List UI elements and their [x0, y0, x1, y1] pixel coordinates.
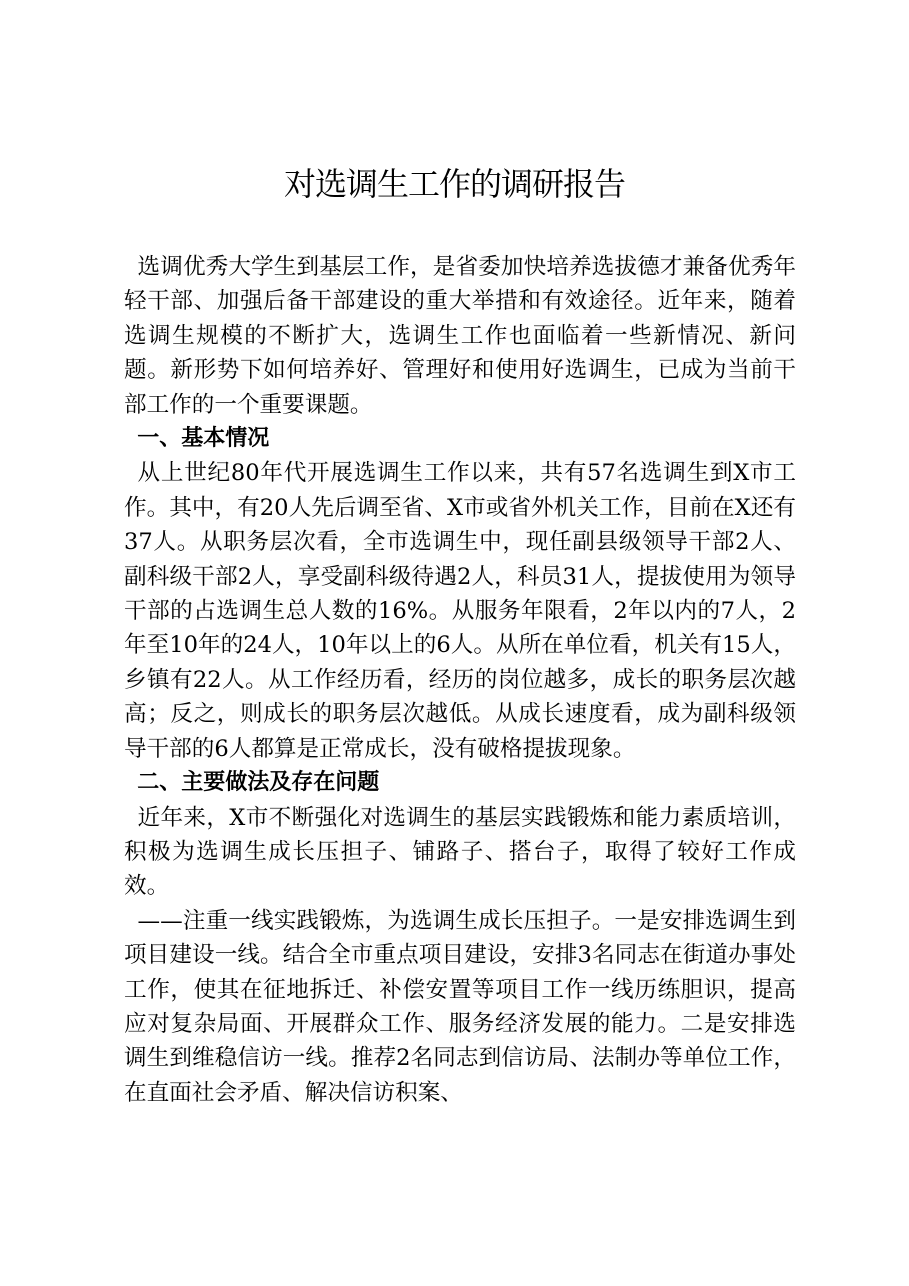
- frontline-practice-paragraph: ——注重一线实践锻炼，为选调生成长压担子。一是安排选调生到项目建设一线。结合全市重点项目建设，安排3名同志在街道办事处工作，使其在征地拆迁、补偿安置等项目工作一线历练胆识，提高应对复杂局面、开展群众工作、服务经济发展的能力。二是安排选调生到维稳信访一线。推荐2名同志到信访局、法制办等单位工作，在直面社会矛盾、解决信访积案、: [124, 907, 796, 1106]
- document-body: [124, 250, 796, 1110]
- intro-paragraph: 选调优秀大学生到基层工作，是省委加快培养选拔德才兼备优秀年轻干部、加强后备干部建设的重大举措和有效途径。近年来，随着选调生规模的不断扩大，选调生工作也面临着一些新情况、新问题。新形势下如何培养好、管理好和使用好选调生，已成为当前干部工作的一个重要课题。: [124, 254, 796, 418]
- practices-intro-paragraph: 近年来，X市不断强化对选调生的基层实践锻炼和能力素质培训，积极为选调生成长压担子、铺路子、搭台子，取得了较好工作成效。: [124, 804, 796, 900]
- section-heading-practices-problems: 二、主要做法及存在问题: [137, 770, 380, 796]
- section-heading-basic-situation: 一、基本情况: [137, 426, 270, 452]
- document-title: 对选调生工作的调研报告: [283, 165, 625, 203]
- basic-situation-paragraph: 从上世纪80年代开展选调生工作以来，共有57名选调生到X市工作。其中，有20人先后调至省、X市或省外机关工作，目前在X还有37人。从职务层次看，全市选调生中，现任副县级领导干部2人、副科级干部2人，享受副科级待遇2人，科员31人，提拔使用为领导干部的占选调生总人数的16%。从服务年限看，2年以内的7人，2年至10年的24人，10年以上的6人。从所在单位看，机关有15人，乡镇有22人。从工作经历看，经历的岗位越多，成长的职务层次越高；反之，则成长的职务层次越低。从成长速度看，成为副科级领导干部的6人都算是正常成长，没有破格提拔现象。: [124, 460, 796, 762]
